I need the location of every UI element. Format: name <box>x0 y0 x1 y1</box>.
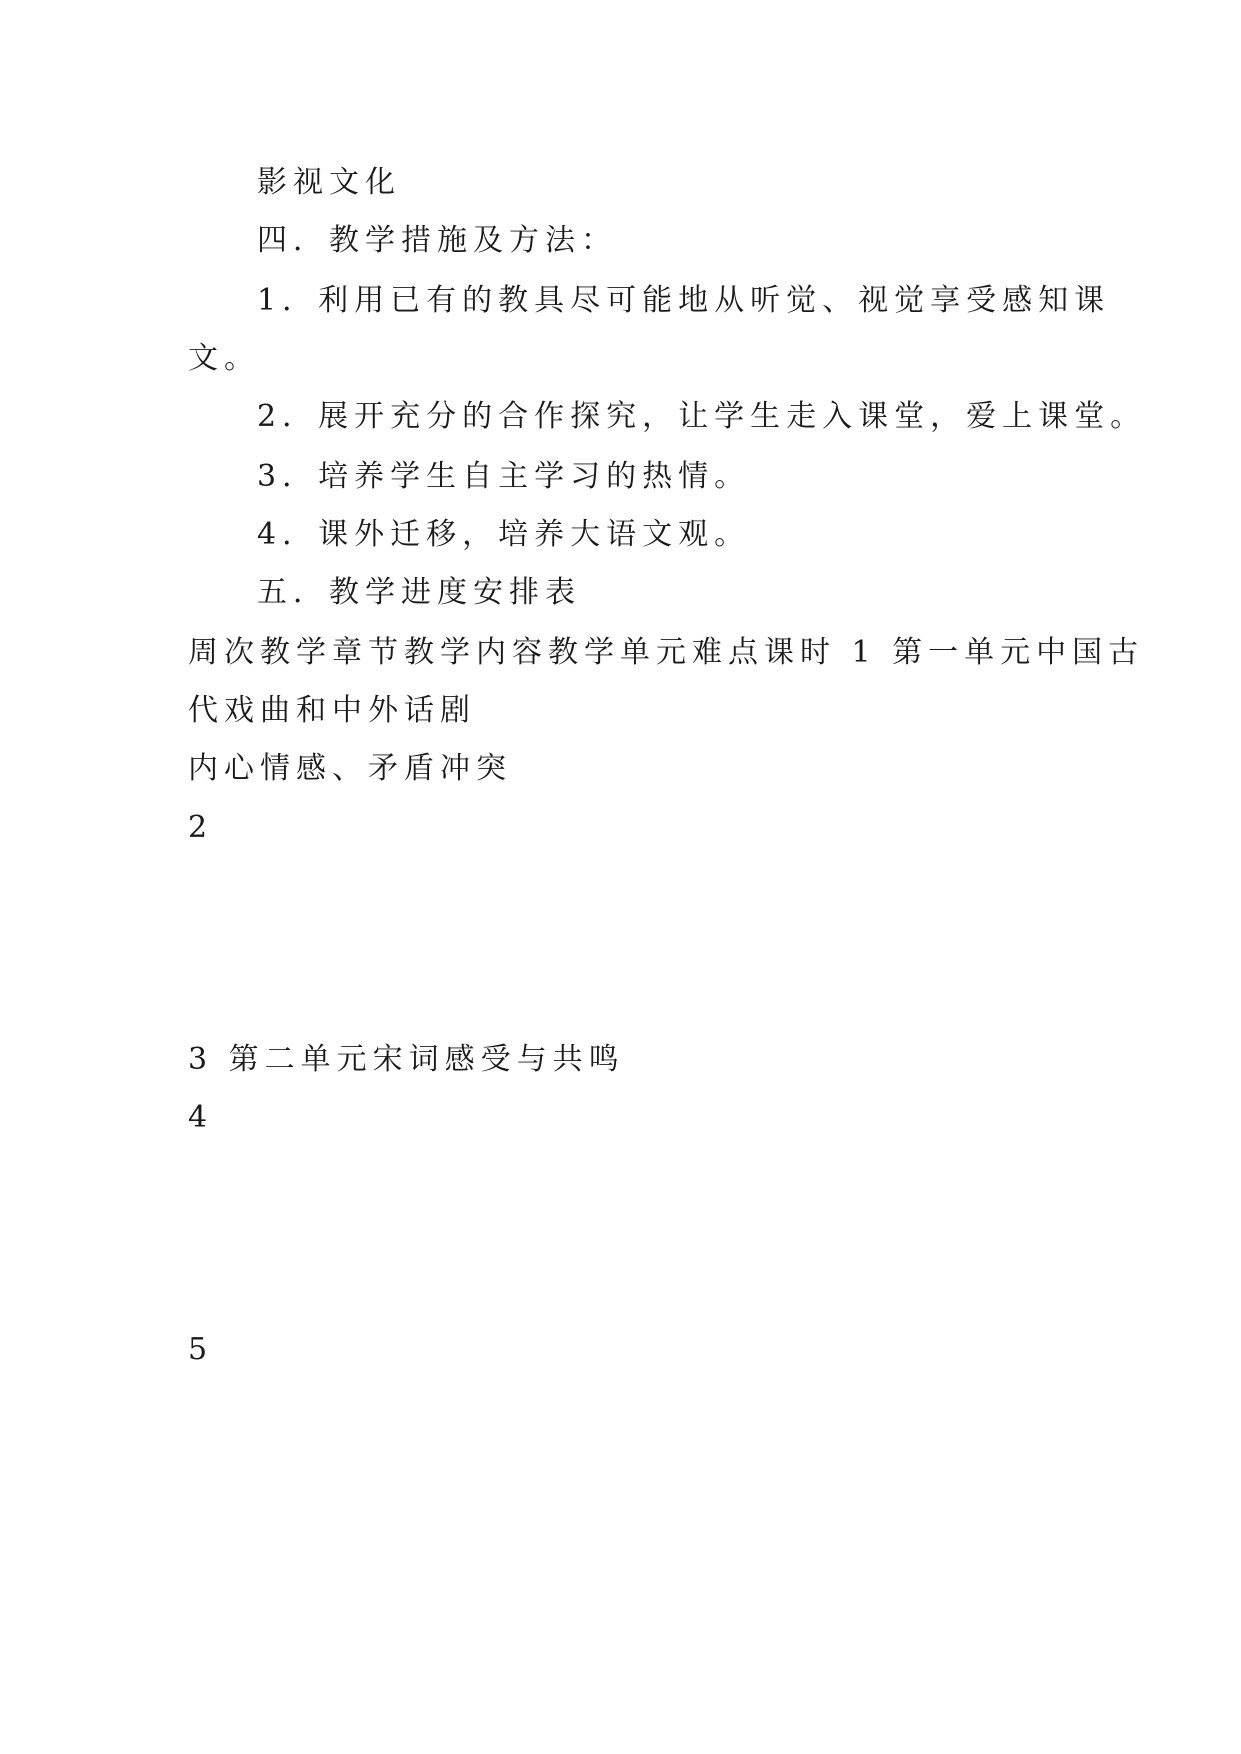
schedule-line-unit1: 代戏曲和中外话剧 <box>188 693 476 728</box>
schedule-line-difficulty: 内心情感、矛盾冲突 <box>188 751 512 786</box>
list-item-2: 2．展开充分的合作探究，让学生走入课堂，爱上课堂。 <box>257 399 1147 434</box>
schedule-week-4: 4 <box>188 1100 214 1135</box>
heading-teaching-methods: 四．教学措施及方法： <box>257 223 617 258</box>
list-item-1: 1．利用已有的教具尽可能地从听觉、视觉享受感知课 <box>257 283 1111 318</box>
text-line-film-culture: 影视文化 <box>257 165 401 200</box>
list-item-4: 4．课外迁移，培养大语文观。 <box>257 517 751 552</box>
schedule-week-5: 5 <box>188 1332 214 1367</box>
schedule-week-2: 2 <box>188 810 214 845</box>
list-item-1-continuation: 文。 <box>188 341 260 376</box>
list-item-3: 3．培养学生自主学习的热情。 <box>257 459 751 494</box>
schedule-header-line: 周次教学章节教学内容教学单元难点课时 1 第一单元中国古 <box>188 635 1145 670</box>
heading-schedule: 五．教学进度安排表 <box>257 575 581 610</box>
schedule-week-3: 3 第二单元宋词感受与共鸣 <box>188 1042 625 1077</box>
